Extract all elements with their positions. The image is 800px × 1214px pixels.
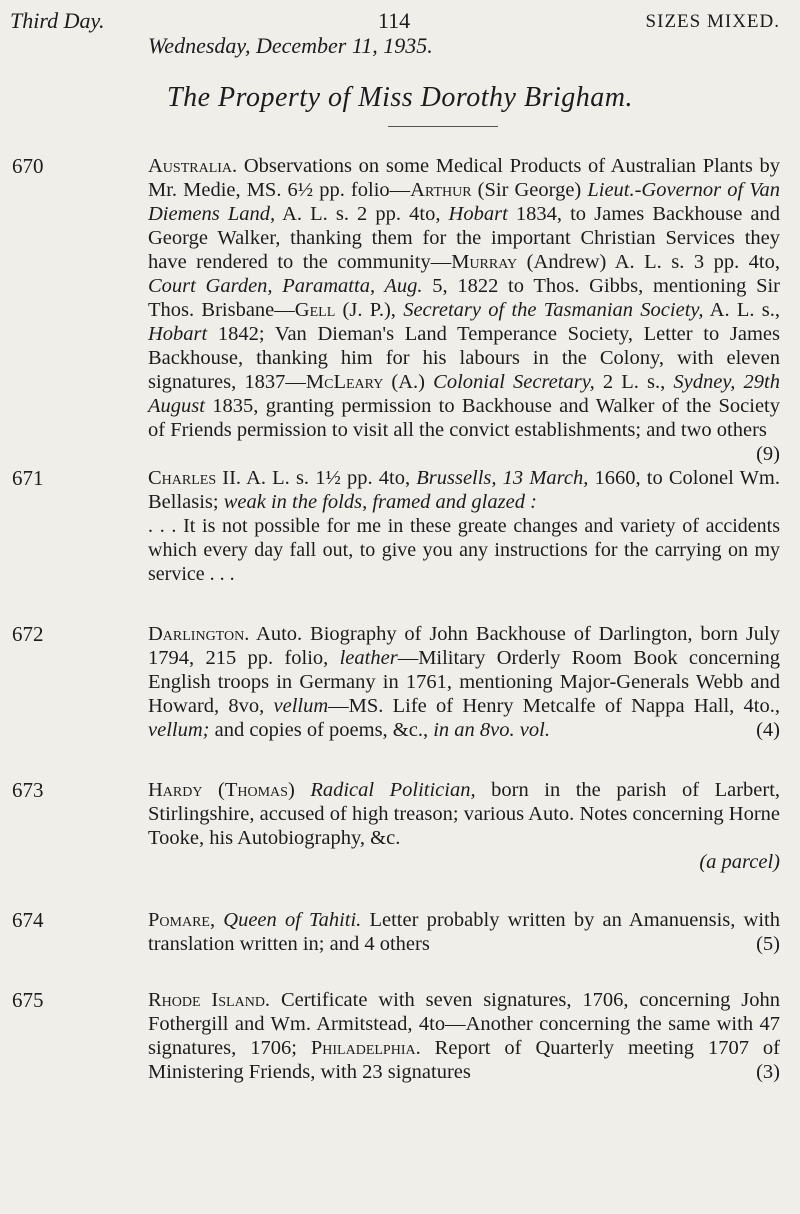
lot-text-run: Certificate with seven signatures, 1706, concerning John Fothergill and Wm. Armitstead, 4to—Another concerning the same with 47 signatures, 1706; xyxy=(148,989,780,1059)
lot-count: (3) xyxy=(756,1061,780,1083)
lot-text-run: vellum xyxy=(273,695,329,717)
lot-body xyxy=(148,622,780,742)
lot-text-run: A. L. s. 2 pp. 4to, xyxy=(275,203,449,225)
lot-description xyxy=(148,988,780,1084)
lot-text-run: Queen of Tahiti. xyxy=(223,909,362,931)
lot-text-run: 5, 1822 to Thos. Gibbs, mentioning Sir Thos. Brisbane— xyxy=(148,275,780,321)
lot-quote: . . . It is not possible for me in these greate changes and variety of accidents which every day fall out, to give you any instructions for the carrying on my service . . . xyxy=(148,515,780,585)
lot-text-run: Radical Politician, xyxy=(310,779,476,801)
lot-text-run: Brussells, 13 March, xyxy=(416,467,589,489)
lot-number: 674 xyxy=(12,908,44,932)
header-day: Third Day. xyxy=(10,8,105,33)
lot-text-run: Murray xyxy=(451,251,518,273)
lot-number: 672 xyxy=(12,622,44,646)
lot-text-run: leather xyxy=(339,647,398,669)
lot-text-run: Colonial Secretary, xyxy=(433,371,595,393)
lot-text-run: Observations on some Medical Products of Australian Plants by Mr. Medie, MS. 6½ pp. folio— xyxy=(148,155,780,201)
title-rule xyxy=(388,126,498,127)
lot-text-run: Hobart xyxy=(148,323,208,345)
lot-text-run: Philadelphia. xyxy=(310,1037,421,1059)
lot-text-run: Letter probably written by an Amanuensis, with translation written in; and 4 others xyxy=(148,909,781,955)
lot-text-run: 2 L. s., xyxy=(594,371,674,393)
lot-text-run: —MS. Life of Henry Metcalfe of Nappa Hall, 4to., xyxy=(328,695,780,717)
lot-text-run: vellum; xyxy=(148,719,210,741)
lot-text-run: ( xyxy=(202,779,225,801)
lot-text-run: Charles II. xyxy=(148,467,242,489)
lot-description xyxy=(148,154,780,466)
lot-text-run: McLeary xyxy=(305,371,384,393)
lot-text-run: (Andrew) A. L. s. 3 pp. 4to, xyxy=(517,251,780,273)
lot-text-run: A. L. s. 1½ pp. 4to, xyxy=(241,467,417,489)
lot-body xyxy=(148,908,780,956)
lot-text-run: A. L. s., xyxy=(703,299,780,321)
lot-text-run: 1835, granting permission to Backhouse and Walker of the Society of Friends permission to visit all the convict establishments; and two others xyxy=(148,395,780,441)
lot-text-run: —Military Orderly Room Book concerning English troops in Germany in 1761, mentioning Major-Generals Webb and Howard, 8vo, xyxy=(148,647,780,717)
lot-text-run: in an 8vo. vol. xyxy=(433,719,550,741)
lot-text-run: Report of Quarterly meeting 1707 of Ministering Friends, with 23 signatures xyxy=(148,1037,781,1083)
lot-text-run: Hobart xyxy=(448,203,508,225)
lot-description xyxy=(148,778,780,874)
lot-text-run: Pomare, xyxy=(148,909,216,931)
lot-body xyxy=(148,778,780,874)
lot-text-run: and copies of poems, &c., xyxy=(209,719,434,741)
property-title: The Property of Miss Dorothy Brigham. xyxy=(167,82,633,113)
lot-description xyxy=(148,466,780,586)
lot-body xyxy=(148,988,780,1084)
lot-description xyxy=(148,908,780,956)
lot-text-run: 1834, to James Backhouse and George Walker, thanking them for the important Christian Services they have rendered to the community— xyxy=(148,203,780,273)
lot-text-run: Gell xyxy=(294,299,336,321)
lot-text-run: Lieut.-Governor of Van Diemens Land, xyxy=(148,179,780,225)
lot-text-run: (A.) xyxy=(383,371,434,393)
lot-text-run: weak in the folds, framed and glazed : xyxy=(223,491,537,513)
lot-text-run: Darlington. xyxy=(148,623,250,645)
lot-text-run: 1842; Van Dieman's Land Temperance Society, Letter to James Backhouse, thanking him for his labours in the Colony, with eleven signatures, 1837— xyxy=(148,323,780,393)
lot-number: 675 xyxy=(12,988,44,1012)
lot-count: (5) xyxy=(756,933,780,955)
lot-text-run: born in the parish of Larbert, Stirlingshire, accused of high treason; various Auto. Notes concerning Horne Tooke, his Autobiography, &c. xyxy=(148,779,781,849)
sale-date: Wednesday, December 11, 1935. xyxy=(148,33,433,58)
lot-text-run: Auto. Biography of John Backhouse of Darlington, born July 1794, 215 pp. folio, xyxy=(148,623,780,669)
lot-text-run: Rhode Island. xyxy=(148,989,271,1011)
lot-text-run: Arthur xyxy=(410,179,472,201)
page-number: 114 xyxy=(378,8,411,33)
lot-body xyxy=(148,466,780,514)
lot-count: (4) xyxy=(756,719,780,741)
lot-text-run: Court Garden, Paramatta, Aug. xyxy=(148,275,423,297)
lot-number: 670 xyxy=(12,154,44,178)
lot-text-run: (Sir George) xyxy=(471,179,588,201)
lot-count: (a parcel) xyxy=(699,851,780,873)
lot-description xyxy=(148,622,780,742)
lot-text-run: ) xyxy=(287,779,311,801)
lot-text-run: Secretary of the Tasmanian Society, xyxy=(403,299,704,321)
header-sizes: SIZES MIXED. xyxy=(645,11,780,32)
lot-count: (9) xyxy=(756,443,780,465)
lot-number: 671 xyxy=(12,466,44,490)
lot-number: 673 xyxy=(12,778,44,802)
lot-body xyxy=(148,154,780,465)
lot-text-run: Hardy xyxy=(148,779,203,801)
lot-text-run: (J. P.), xyxy=(335,299,404,321)
lot-text-run: 1660, to Colonel Wm. Bellasis; xyxy=(148,467,780,513)
lot-text-run: Thomas xyxy=(224,779,288,801)
lot-text-run: Sydney, 29th August xyxy=(148,371,780,417)
lot-text-run: Australia. xyxy=(148,155,238,177)
